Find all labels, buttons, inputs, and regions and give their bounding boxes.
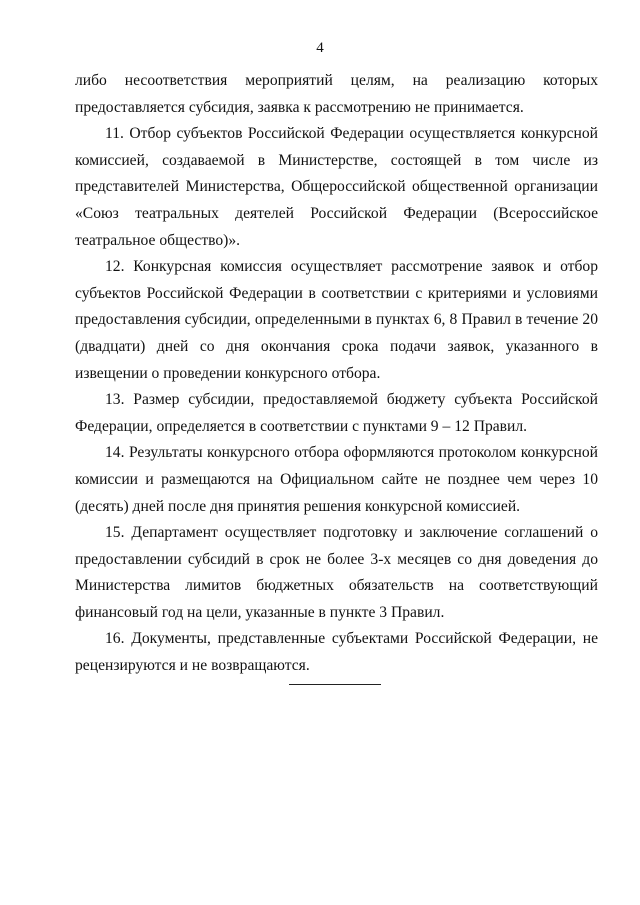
- paragraph-11: 11. Отбор субъектов Российской Федерации осуществляется конкурсной комиссией, создаваемой в Министерстве, состоящей в том числе из представителей Министерства, Общероссийской общественной организации «Союз театральных деятелей Российской Федерации (Всероссийское театральное общество)».: [75, 125, 598, 249]
- paragraph-15: 15. Департамент осуществляет подготовку и заключение соглашений о предоставлении субсидий в срок не более 3-х месяцев со дня доведения до Министерства лимитов бюджетных обязательств на соответствующий финансовый год на цели, указанные в пункте 3 Правил.: [75, 524, 598, 621]
- document-body: [75, 68, 598, 680]
- paragraph-16: 16. Документы, представленные субъектами Российской Федерации, не рецензируются и не возвращаются.: [75, 630, 598, 675]
- paragraph-continuation: либо несоответствия мероприятий целям, на реализацию которых предоставляется субсидия, заявка к рассмотрению не принимается.: [75, 72, 598, 116]
- page-number: 4: [316, 40, 324, 56]
- paragraph-12: 12. Конкурсная комиссия осуществляет рассмотрение заявок и отбор субъектов Российской Федерации в соответствии с критериями и условиями предоставления субсидии, определенными в пунктах 6, 8 Правил в течение 20 (двадцати) дней со дня окончания срока подачи заявок, указанного в извещении о проведении конкурсного отбора.: [75, 258, 598, 382]
- paragraph-13: 13. Размер субсидии, предоставляемой бюджету субъекта Российской Федерации, определяется в соответствии с пунктами 9 – 12 Правил.: [75, 391, 598, 435]
- end-divider: [289, 684, 381, 685]
- paragraph-14: 14. Результаты конкурсного отбора оформляются протоколом конкурсной комиссии и размещаются на Официальном сайте не позднее чем через 10 (десять) дней после дня принятия решения конкурсной комиссией.: [75, 444, 598, 515]
